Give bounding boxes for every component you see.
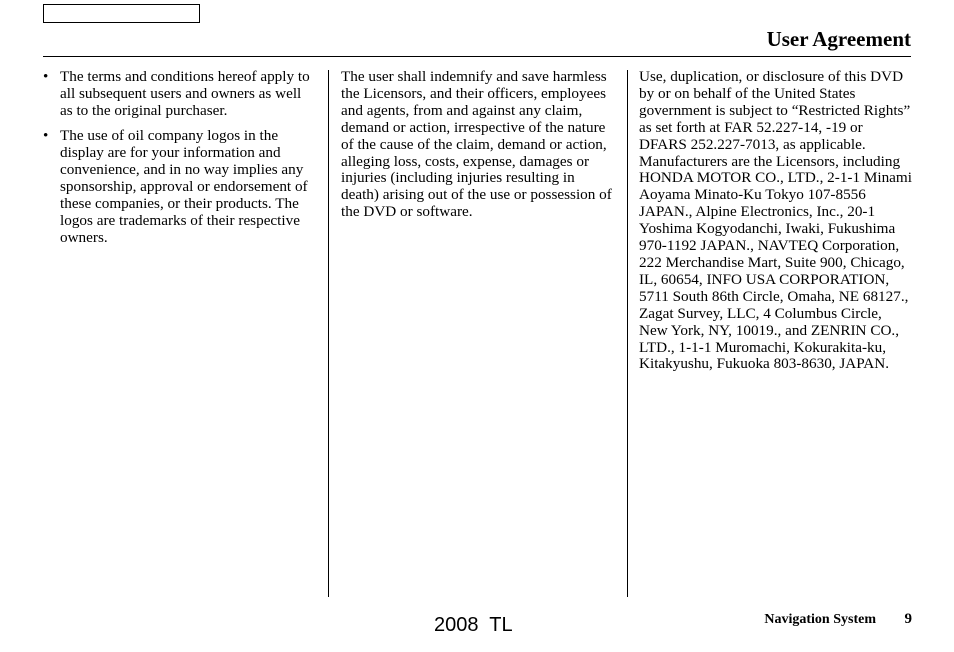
page-title: User Agreement	[766, 27, 911, 51]
page-number: 9	[904, 611, 912, 627]
licensors-paragraph: Zagat Survey, LLC, 4 Columbus Circle, New York, NY, 10019., and ZENRIN CO., LTD., 1-1-1 Muromachi, Kokurakita-ku, Kitakyushu, Fukuoka 803-8630, JAPAN.	[639, 304, 900, 373]
title-divider	[43, 56, 911, 57]
footer-section-label: Navigation System	[764, 612, 876, 627]
bullet-text: The terms and conditions hereof apply to all subsequent users and owners as well as to the original purchaser.	[60, 68, 310, 119]
column-divider	[328, 70, 329, 597]
left-column	[43, 69, 315, 255]
bullet-item-logos	[43, 128, 315, 246]
bullet-text: The use of oil company logos in the display are for your information and convenience, and in no way implies any sponsorship, approval or endorsement of these companies, or their products. The logos are trademarks of their respective owners.	[60, 127, 308, 246]
right-column	[639, 69, 914, 373]
column-divider	[627, 70, 628, 597]
header-tab-box	[43, 4, 200, 23]
indemnity-paragraph: The user shall indemnify and save harmless the Licensors, and their officers, employees and agents, from and against any claim, demand or action, irrespective of the nature of the cause of the claim, demand or action, alleging loss, costs, expense, damages or injuries (including injuries resulting in death) arising out of the use or possession of the DVD or software.	[341, 68, 612, 221]
footer-model-label: 2008 TL	[434, 614, 513, 636]
restricted-rights-paragraph: Use, duplication, or disclosure of this DVD by or on behalf of the United States government is subject to “Restricted Rights” as set forth at FAR 52.227-14, -19 or DFARS 252.227-7013, as applicable. Manufacturers are the Licensors, including HONDA MOTOR CO., LTD., 2-1-1 Minami Aoyama Minato-Ku Tokyo 107-8556 JAPAN., Alpine Electronics, Inc., 20-1 Yoshima Kogyodanchi, Iwaki, Fukushima 970-1192 JAPAN., NAVTEQ Corporation, 222 Merchandise Mart, Suite 900, Chicago, IL, 60654, INFO USA CORPORATION, 5711 South 86th Circle, Omaha, NE 68127.,	[639, 68, 912, 305]
bullet-dot-icon: •	[43, 68, 49, 85]
bullet-list	[43, 69, 315, 247]
bullet-item-terms	[43, 69, 315, 120]
bullet-dot-icon: •	[43, 127, 49, 145]
middle-column	[341, 69, 613, 221]
